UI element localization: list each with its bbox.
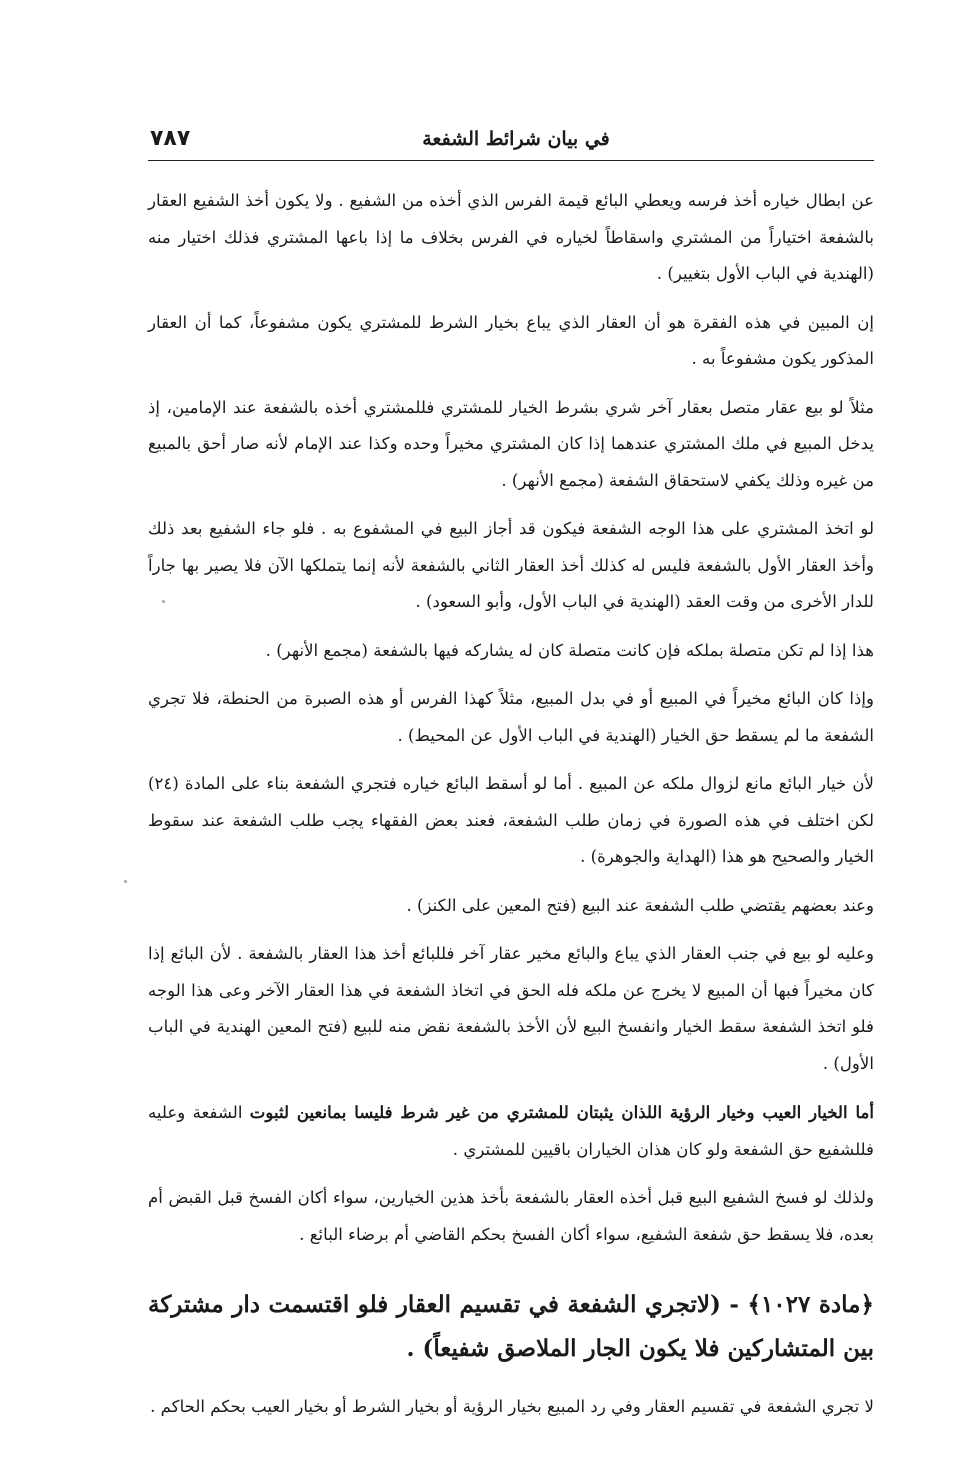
paragraph-6: وإذا كان البائع مخيراً في المبيع أو في بدل المبيع، مثلاً كهذا الفرس أو هذه الصبرة من الحنطة، فلا تجري الشفعة ما لم يسقط حق الخيار (الهندية في الباب الأول عن المحيط) . [148, 689, 874, 745]
article-open-ornament: ﴿ [860, 1291, 874, 1318]
paragraph-10-bold-lead: أما الخيار العيب وخيار الرؤية اللذان يثبتان للمشتري من غير شرط فليسا بمانعين لثبوت [249, 1102, 874, 1122]
paragraph-3: مثلاً لو بيع عقار متصل بعقار آخر شري بشرط الخيار للمشتري فللمشتري أخذه بالشفعة عند الإمامين، إذ يدخل المبيع في ملك المشتري عندهما إذا كان المشتري مخيراً وحده وكذا عند الإمام لأنه صار أحق بالمبيع من غيره وذلك يكفي لاستحقاق الشفعة (مجمع الأنهر) . [148, 397, 874, 490]
scan-speck [162, 600, 165, 603]
page-number: ٧٨٧ [150, 126, 191, 151]
paragraph-9: وعليه لو بيع في جنب العقار الذي يباع والبائع مخير عقار آخر فللبائع أخذ هذا العقار بالشفعة . لأن البائع إذا كان مخيراً فبها أن المبيع لا يخرج عن ملكه فله الحق في اتخاذ الشفعة في هذا العقار الآخر وعى هذا الوجه فلو اتخذ الشفعة سقط الخيار وانفسخ البيع لأن الأخذ بالشفعة نقض منه للبيع (فتح المعين الهندية في الباب الأول) . [148, 944, 874, 1073]
paragraph-8: وعند بعضهم يقتضي طلب الشفعة عند البيع (فتح المعين على الكنز) . [406, 895, 874, 915]
article-number: مادة ١٠٢٧ [760, 1291, 861, 1318]
article-close-ornament: ﴾ [747, 1291, 761, 1318]
running-header [148, 126, 874, 161]
article-text: - (لاتجري الشفعة في تقسيم العقار فلو اقتسمت دار مشتركة بين المتشاركين فلا يكون الجار الملاصق شفيعاً) . [148, 1291, 874, 1362]
closing-paragraph: لا تجري الشفعة في تقسيم العقار وفي رد المبيع بخيار الرؤية أو بخيار الشرط أو بخيار العيب بحكم الحاكم . [150, 1397, 874, 1416]
scan-speck [124, 880, 127, 883]
paragraph-4: لو اتخذ المشتري على هذا الوجه الشفعة فيكون قد أجاز البيع في المشفوع به . فلو جاء الشفيع بعد ذلك وأخذ العقار الأول بالشفعة فليس له كذلك أخذ العقار الثاني بالشفعة لأنه إنما يتملكها الآن فلا يصير بها جاراً للدار الأخرى من وقت العقد (الهندية في الباب الأول، وأبو السعود) . [148, 519, 874, 611]
paragraph-11: ولذلك لو فسخ الشفيع البيع قبل أخذه العقار بالشفعة بأخذ هذين الخيارين، سواء أكان الفسخ قبل القبض أم بعده، فلا يسقط حق شفعة الشفيع، سواء أكان الفسخ بحكم القاضي أم برضاء البائع . [148, 1188, 874, 1244]
paragraph-2: إن المبين في هذه الفقرة هو أن العقار الذي يباع بخيار الشرط للمشتري يكون مشفوعاً، كما أن العقار المذكور يكون مشفوعاً به . [148, 312, 874, 368]
paragraph-7: لأن خيار البائع مانع لزوال ملكه عن المبيع . أما لو أسقط البائع خياره فتجري الشفعة بناء على المادة (٢٤) لكن اختلف في هذه الصورة في زمان طلب الشفعة، فعند بعض الفقهاء يجب طلب الشفعة عند سقوط الخيار والصحيح هو هذا (الهداية والجوهرة) . [148, 774, 874, 866]
book-page [148, 126, 874, 1438]
page-body [148, 161, 874, 1426]
article-heading [148, 1283, 874, 1371]
running-title: في بيان شرائط الشفعة [422, 128, 610, 150]
paragraph-10-rest: الشفعة وعليه فللشفيع حق الشفعة ولو كان هذان الخياران باقيين للمشتري . [148, 1103, 874, 1159]
paragraph-1: عن ابطال خياره أخذ فرسه ويعطي البائع قيمة الفرس الذي أخذه من الشفيع . ولا يكون أخذ الشفيع العقار بالشفعة اختياراً من المشتري واسقاطاً لخياره في الفرس بخلاف ما إذا باعها المشتري فذلك اختيار منه (الهندية في الباب الأول بتغيير) . [148, 191, 874, 283]
paragraph-10 [148, 1094, 874, 1168]
paragraph-5: هذا إذا لم تكن متصلة بملكه فإن كانت متصلة كان له يشاركه فيها بالشفعة (مجمع الأنهر) . [265, 640, 874, 660]
